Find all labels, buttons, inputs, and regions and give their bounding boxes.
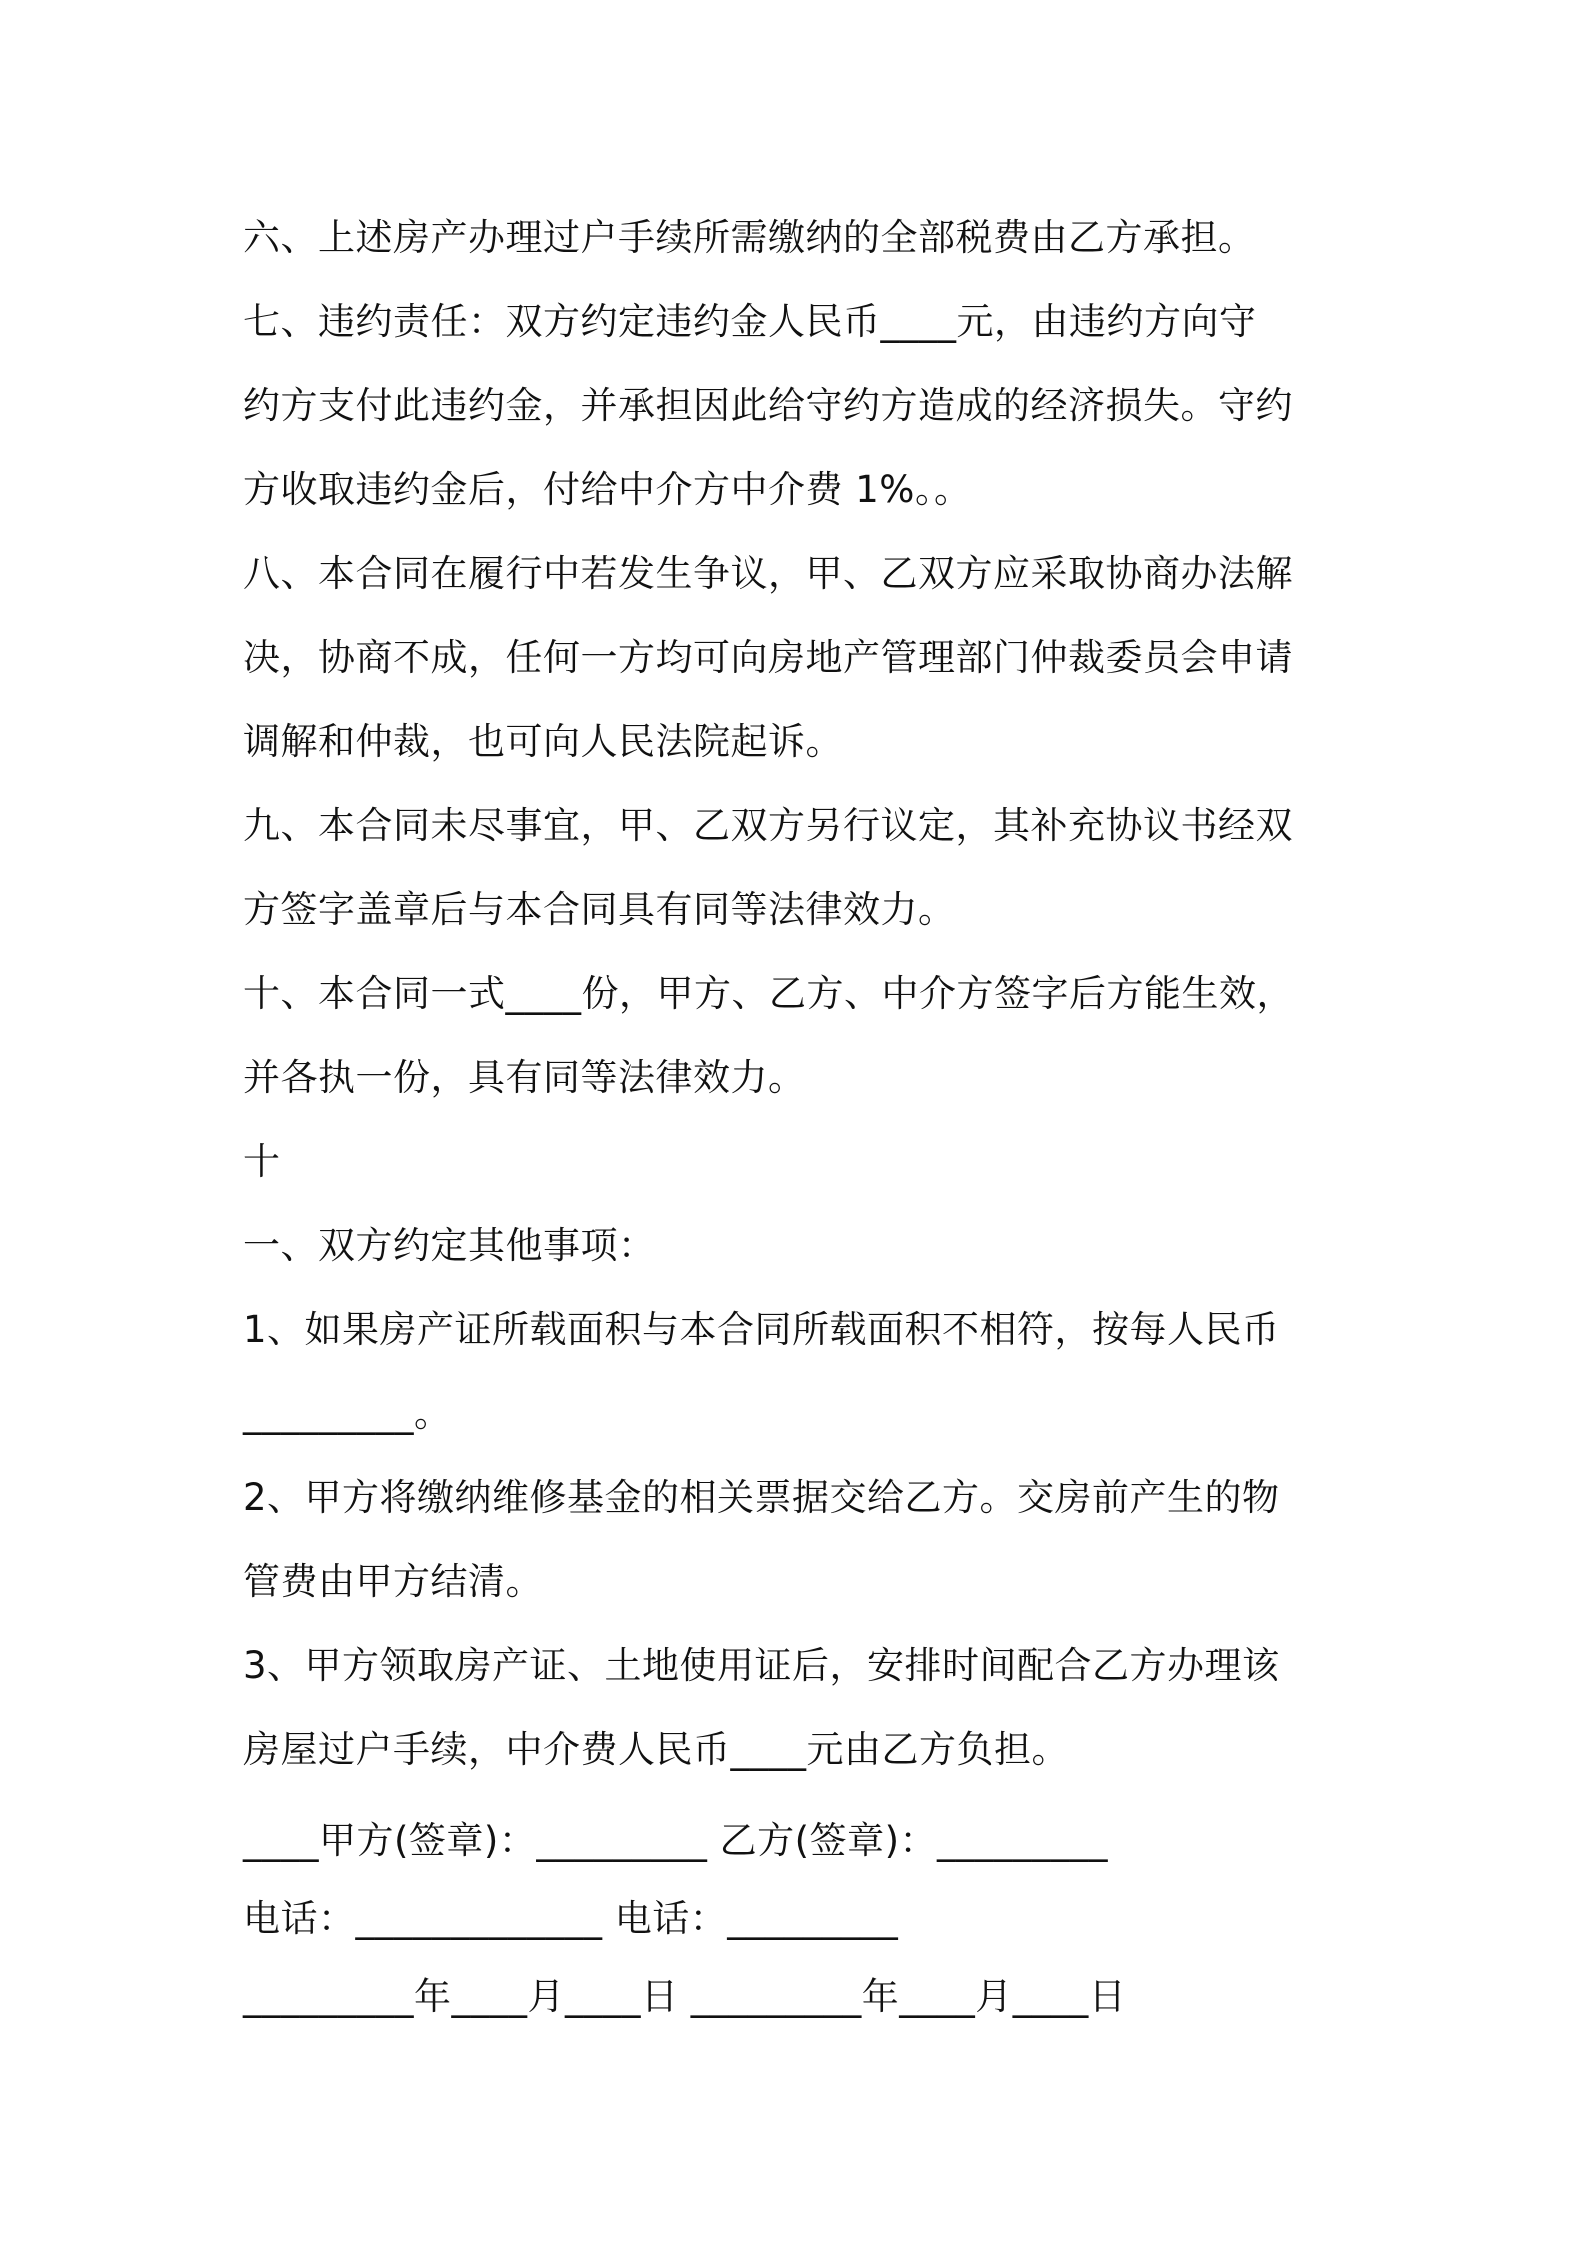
clause-6-line-1: 六、上述房产办理过户手续所需缴纳的全部税费由乙方承担。	[243, 216, 1256, 259]
item-1-line-2: _________。	[243, 1392, 452, 1435]
clause-8-line-2: 决，协商不成，任何一方均可向房地产管理部门仲裁委员会申请	[243, 636, 1293, 679]
item-3-line-1: 3、甲方领取房产证、土地使用证后，安排时间配合乙方办理该	[243, 1644, 1280, 1687]
clause-7-line-3: 方收取违约金后，付给中介方中介费 1%。。	[243, 468, 972, 511]
item-3-line-2: 房屋过户手续，中介费人民币____元由乙方负担。	[243, 1728, 1069, 1771]
clause-7-line-1: 七、违约责任：双方约定违约金人民币____元，由违约方向守	[243, 300, 1257, 343]
signature-line: ____甲方(签章)：_________ 乙方(签章)：_________	[243, 1819, 1109, 1862]
clause-8-line-1: 八、本合同在履行中若发生争议，甲、乙双方应采取协商办法解	[243, 552, 1293, 595]
clause-8-line-3: 调解和仲裁，也可向人民法院起诉。	[243, 720, 843, 763]
clause-10-line-2: 并各执一份，具有同等法律效力。	[243, 1056, 806, 1099]
item-2-line-1: 2、甲方将缴纳维修基金的相关票据交给乙方。交房前产生的物	[243, 1476, 1280, 1519]
document-body	[243, 196, 1358, 2036]
phone-line: 电话：_____________ 电话：_________	[243, 1897, 899, 1940]
signature-spacer	[243, 1792, 1358, 1802]
clause-7-line-2: 约方支付此违约金，并承担因此给守约方造成的经济损失。守约	[243, 384, 1293, 427]
clause-9-line-1: 九、本合同未尽事宜，甲、乙双方另行议定，其补充协议书经双	[243, 804, 1293, 847]
clause-11-heading: 一、双方约定其他事项：	[243, 1224, 656, 1267]
clause-9-line-2: 方签字盖章后与本合同具有同等法律效力。	[243, 888, 956, 931]
clause-10-line-1: 十、本合同一式____份，甲方、乙方、中介方签字后方能生效，	[243, 972, 1294, 1015]
date-line: _________年____月____日 _________年____月____日	[243, 1975, 1127, 2018]
clause-11-number: 十	[243, 1140, 281, 1183]
item-1-line-1: 1、如果房产证所载面积与本合同所载面积不相符，按每人民币	[243, 1308, 1280, 1351]
item-2-line-2: 管费由甲方结清。	[243, 1560, 543, 1603]
